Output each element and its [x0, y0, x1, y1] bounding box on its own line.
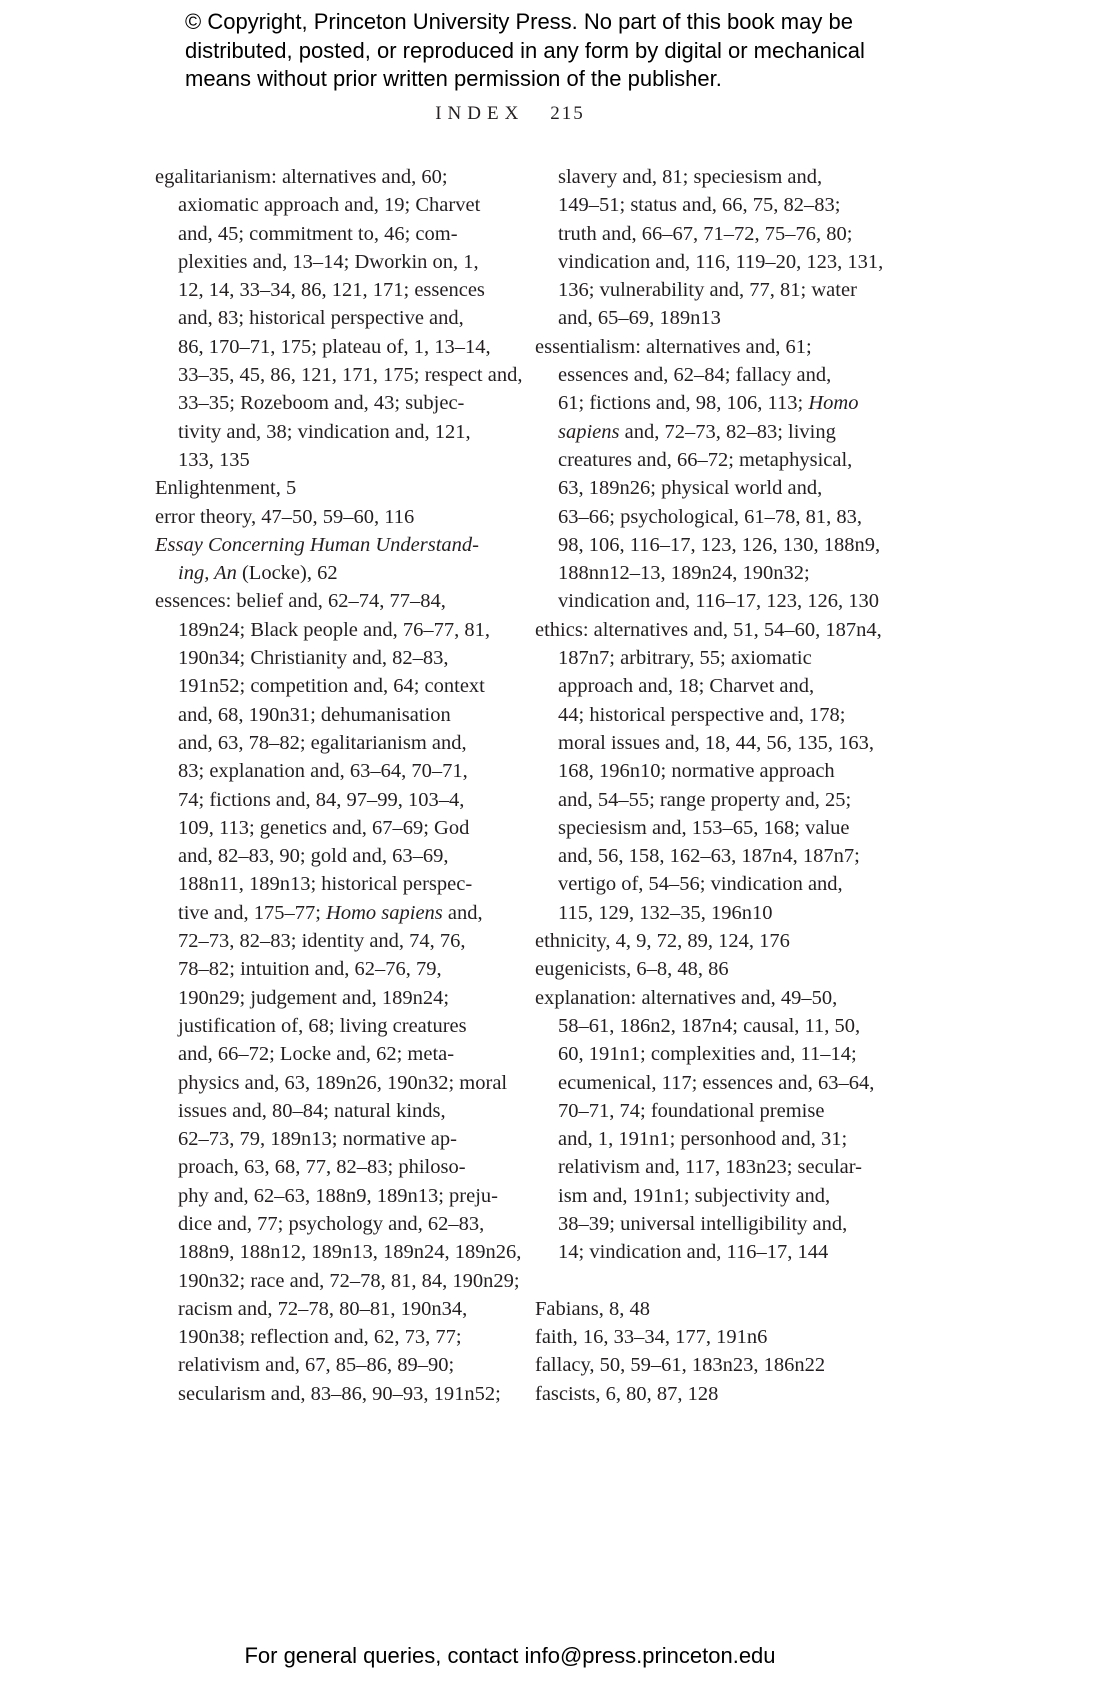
index-column-right [535, 163, 885, 1408]
index-title: INDEX [435, 103, 525, 124]
index-line: 190n32; race and, 72–78, 81, 84, 190n29; [178, 1269, 520, 1292]
index-line: 83; explanation and, 63–64, 70–71, [178, 760, 468, 783]
index-line: 133, 135 [178, 448, 250, 471]
index-line: and, 66–72; Locke and, 62; meta- [178, 1043, 455, 1066]
index-line: ism and, 191n1; subjectivity and, [558, 1184, 831, 1207]
index-line: relativism and, 117, 183n23; secular- [558, 1156, 862, 1179]
index-line: 78–82; intuition and, 62–76, 79, [178, 958, 442, 981]
index-line: essences and, 62–84; fallacy and, [558, 364, 832, 387]
index-line: vindication and, 116–17, 123, 126, 130 [558, 590, 879, 613]
index-line: 188n11, 189n13; historical perspec- [178, 873, 473, 896]
index-line: 63, 189n26; physical world and, [558, 477, 823, 500]
index-line: vindication and, 116, 119–20, 123, 131, [558, 250, 884, 273]
index-line: plexities and, 13–14; Dworkin on, 1, [178, 250, 479, 273]
index-line: Essay Concerning Human Understand- [155, 533, 479, 556]
index-line: 190n38; reflection and, 62, 73, 77; [178, 1326, 462, 1349]
copyright-line: means without prior written permission of the publisher. [185, 66, 722, 91]
index-line: and, 1, 191n1; personhood and, 31; [558, 1128, 848, 1151]
index-line: Fabians, 8, 48 [535, 1297, 651, 1320]
index-line: 98, 106, 116–17, 123, 126, 130, 188n9, [558, 533, 881, 556]
index-line: 190n29; judgement and, 189n24; [178, 986, 450, 1009]
index-line: and, 54–55; range property and, 25; [558, 788, 852, 811]
index-line: error theory, 47–50, 59–60, 116 [155, 505, 415, 528]
index-line: 62–73, 79, 189n13; normative ap- [178, 1128, 457, 1151]
index-line: 191n52; competition and, 64; context [178, 675, 485, 698]
index-line: 109, 113; genetics and, 67–69; God [178, 816, 470, 839]
index-line: ethnicity, 4, 9, 72, 89, 124, 176 [535, 930, 790, 953]
index-line: truth and, 66–67, 71–72, 75–76, 80; [558, 222, 853, 245]
index-line-spacer [535, 1267, 885, 1295]
index-line: 38–39; universal intelligibility and, [558, 1212, 848, 1235]
index-line: dice and, 77; psychology and, 62–83, [178, 1212, 485, 1235]
index-line: speciesism and, 153–65, 168; value [558, 816, 850, 839]
index-line: 14; vindication and, 116–17, 144 [558, 1241, 829, 1264]
index-line: issues and, 80–84; natural kinds, [178, 1099, 446, 1122]
index-line: eugenicists, 6–8, 48, 86 [535, 958, 729, 981]
index-line: 72–73, 82–83; identity and, 74, 76, [178, 930, 466, 953]
index-line: 70–71, 74; foundational premise [558, 1099, 825, 1122]
index-line: and, 83; historical perspective and, [178, 307, 464, 330]
index-line: creatures and, 66–72; metaphysical, [558, 448, 853, 471]
index-line: fascists, 6, 80, 87, 128 [535, 1382, 719, 1405]
index-line: 61; fictions and, 98, 106, 113; Homo [558, 392, 859, 415]
index-line: faith, 16, 33–34, 177, 191n6 [535, 1326, 768, 1349]
index-line: explanation: alternatives and, 49–50, [535, 986, 838, 1009]
index-line: tivity and, 38; vindication and, 121, [178, 420, 471, 443]
index-line: 188n9, 188n12, 189n13, 189n24, 189n26, [178, 1241, 522, 1264]
index-line: ing, An (Locke), 62 [178, 562, 338, 585]
index-line: essences: belief and, 62–74, 77–84, [155, 590, 446, 613]
index-line: justification of, 68; living creatures [178, 1014, 467, 1037]
copyright-line: © Copyright, Princeton University Press. No part of this book may be [185, 9, 853, 34]
index-line: moral issues and, 18, 44, 56, 135, 163, [558, 731, 875, 754]
index-line: and, 45; commitment to, 46; com- [178, 222, 458, 245]
index-line: 115, 129, 132–35, 196n10 [558, 901, 773, 924]
index-line: 190n34; Christianity and, 82–83, [178, 647, 449, 670]
index-line: slavery and, 81; speciesism and, [558, 166, 823, 188]
index-line: egalitarianism: alternatives and, 60; [155, 166, 448, 188]
index-line: physics and, 63, 189n26, 190n32; moral [178, 1071, 508, 1094]
index-line: proach, 63, 68, 77, 82–83; philoso- [178, 1156, 466, 1179]
copyright-notice [185, 8, 885, 94]
index-line: and, 65–69, 189n13 [558, 307, 721, 330]
index-line: and, 82–83, 90; gold and, 63–69, [178, 845, 449, 868]
index-line: 187n7; arbitrary, 55; axiomatic [558, 647, 812, 670]
footer-contact: For general queries, contact info@press.princeton.edu [244, 1643, 776, 1668]
page-number: 215 [550, 103, 585, 124]
index-line: ethics: alternatives and, 51, 54–60, 187n4, [535, 618, 882, 641]
index-line: essentialism: alternatives and, 61; [535, 335, 812, 358]
index-line: 33–35; Rozeboom and, 43; subjec- [178, 392, 465, 415]
index-line: fallacy, 50, 59–61, 183n23, 186n22 [535, 1354, 826, 1377]
index-line: secularism and, 83–86, 90–93, 191n52; [178, 1382, 501, 1405]
index-line: 44; historical perspective and, 178; [558, 703, 846, 726]
copyright-line: distributed, posted, or reproduced in any form by digital or mechanical [185, 37, 865, 63]
index-line: phy and, 62–63, 188n9, 189n13; preju- [178, 1184, 498, 1207]
index-line: racism and, 72–78, 80–81, 190n34, [178, 1297, 468, 1320]
index-line: 189n24; Black people and, 76–77, 81, [178, 618, 491, 641]
index-line: 63–66; psychological, 61–78, 81, 83, [558, 505, 863, 528]
index-line: 149–51; status and, 66, 75, 82–83; [558, 194, 841, 217]
index-line: relativism and, 67, 85–86, 89–90; [178, 1354, 455, 1377]
index-line: and, 63, 78–82; egalitarianism and, [178, 731, 467, 754]
index-line: 136; vulnerability and, 77, 81; water [558, 279, 857, 302]
index-line: 58–61, 186n2, 187n4; causal, 11, 50, [558, 1014, 861, 1037]
index-column-left [155, 163, 523, 1408]
index-line: axiomatic approach and, 19; Charvet [178, 194, 481, 217]
page-header [155, 103, 865, 125]
index-line: 188nn12–13, 189n24, 190n32; [558, 562, 810, 585]
index-line: sapiens and, 72–73, 82–83; living [558, 420, 836, 443]
index-line: ecumenical, 117; essences and, 63–64, [558, 1071, 875, 1094]
index-line: tive and, 175–77; Homo sapiens and, [178, 901, 483, 924]
index-line: approach and, 18; Charvet and, [558, 675, 815, 698]
index-line: 86, 170–71, 175; plateau of, 1, 13–14, [178, 335, 491, 358]
index-line: 168, 196n10; normative approach [558, 760, 835, 783]
index-line: Enlightenment, 5 [155, 477, 297, 500]
index-line: 74; fictions and, 84, 97–99, 103–4, [178, 788, 465, 811]
index-line: and, 56, 158, 162–63, 187n4, 187n7; [558, 845, 860, 868]
index-line: 12, 14, 33–34, 86, 121, 171; essences [178, 279, 485, 302]
index-line: 60, 191n1; complexities and, 11–14; [558, 1043, 857, 1066]
index-line: vertigo of, 54–56; vindication and, [558, 873, 843, 896]
index-line: 33–35, 45, 86, 121, 171, 175; respect and, [178, 364, 523, 387]
index-line: and, 68, 190n31; dehumanisation [178, 703, 451, 726]
